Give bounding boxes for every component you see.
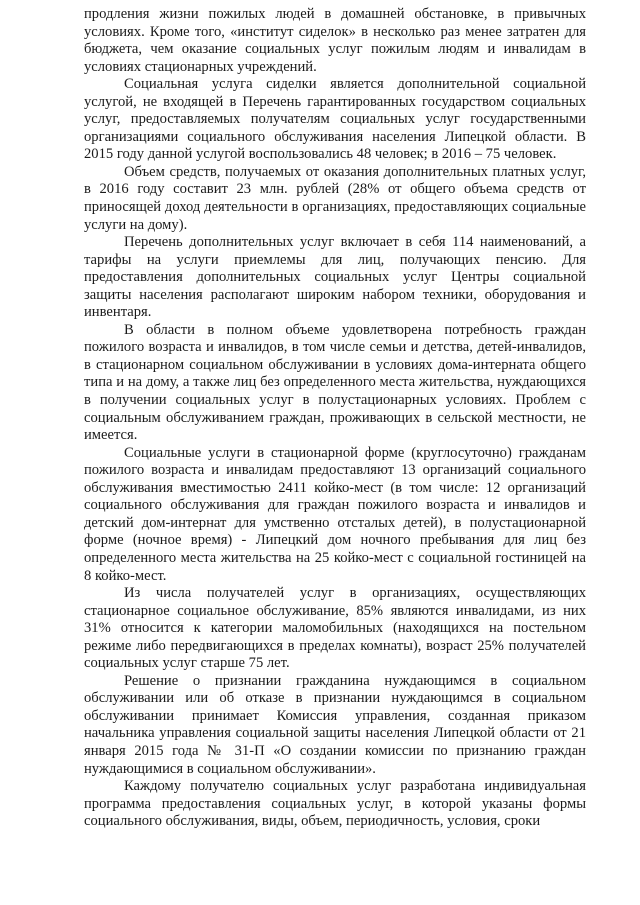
paragraph-7: Из числа получателей услуг в организациях, осуществляющих стационарное социальное обслуживание, 85% являются инвалидами, из них 31% относится к категории маломобильных (находящихся на постельном режиме либо передвигающихся в пределах комнаты), возраст 25% получателей социальных услуг старше 75 лет.: [84, 585, 586, 672]
paragraph-6: Социальные услуги в стационарной форме (круглосуточно) гражданам пожилого возраста и инвалидам предоставляют 13 организаций социального обслуживания вместимостью 2411 койко-мест (в том числе: 12 организаций социального обслуживания для граждан пожилого возраста и инвалидов и детский дом-интернат для умственно отсталых детей), в полустационарной форме (ночное время) - Липецкий дом ночного пребывания для лиц без определенного места жительства на 25 койко-мест с социальной гостиницей на 8 койко-мест.: [84, 444, 586, 584]
paragraph-3: Объем средств, получаемых от оказания дополнительных платных услуг, в 2016 году составит 23 млн. рублей (28% от общего объема средств от приносящей доход деятельности в организациях, предоставляющих социальные услуги на дому).: [84, 163, 586, 233]
paragraph-2: Социальная услуга сиделки является дополнительной социальной услугой, не входящей в Перечень гарантированных государством социальных услуг, предоставляемых получателям социальных услуг государственными организациями социального обслуживания населения Липецкой области. В 2015 году данной услугой воспользовались 48 человек; в 2016 – 75 человек.: [84, 76, 586, 163]
paragraph-1: продления жизни пожилых людей в домашней обстановке, в привычных условиях. Кроме того, «институт сиделок» в несколько раз менее затратен для бюджета, чем оказание социальных услуг пожилым людям и инвалидам в условиях стационарных учреждений.: [84, 6, 586, 75]
paragraph-5: В области в полном объеме удовлетворена потребность граждан пожилого возраста и инвалидов, в том числе семьи и детства, детей-инвалидов, в стационарном социальном обслуживании в условиях дома-интерната общего типа и на дому, а также лиц без определенного места жительства, нуждающихся в получении социальных услуг в полустационарных условиях. Проблем с социальным обслуживанием граждан, проживающих в сельской местности, не имеется.: [84, 321, 586, 444]
paragraph-4: Перечень дополнительных услуг включает в себя 114 наименований, а тарифы на услуги приемлемы для лиц, получающих пенсию. Для предоставления дополнительных социальных услуг Центры социальной защиты населения располагают широким набором техники, оборудования и инвентаря.: [84, 234, 586, 321]
paragraph-9: Каждому получателю социальных услуг разработана индивидуальная программа предоставления социальных услуг, в которой указаны формы социального обслуживания, виды, объем, периодичность, условия, сроки: [84, 778, 586, 830]
paragraph-8: Решение о признании гражданина нуждающимся в социальном обслуживании или об отказе в признании нуждающимся в социальном обслуживании принимает Комиссия управления, созданная приказом начальника управления социальной защиты населения Липецкой области от 21 января 2015 года № 31-П «О создании комиссии по признанию граждан нуждающимися в социальном обслуживании».: [84, 672, 586, 777]
